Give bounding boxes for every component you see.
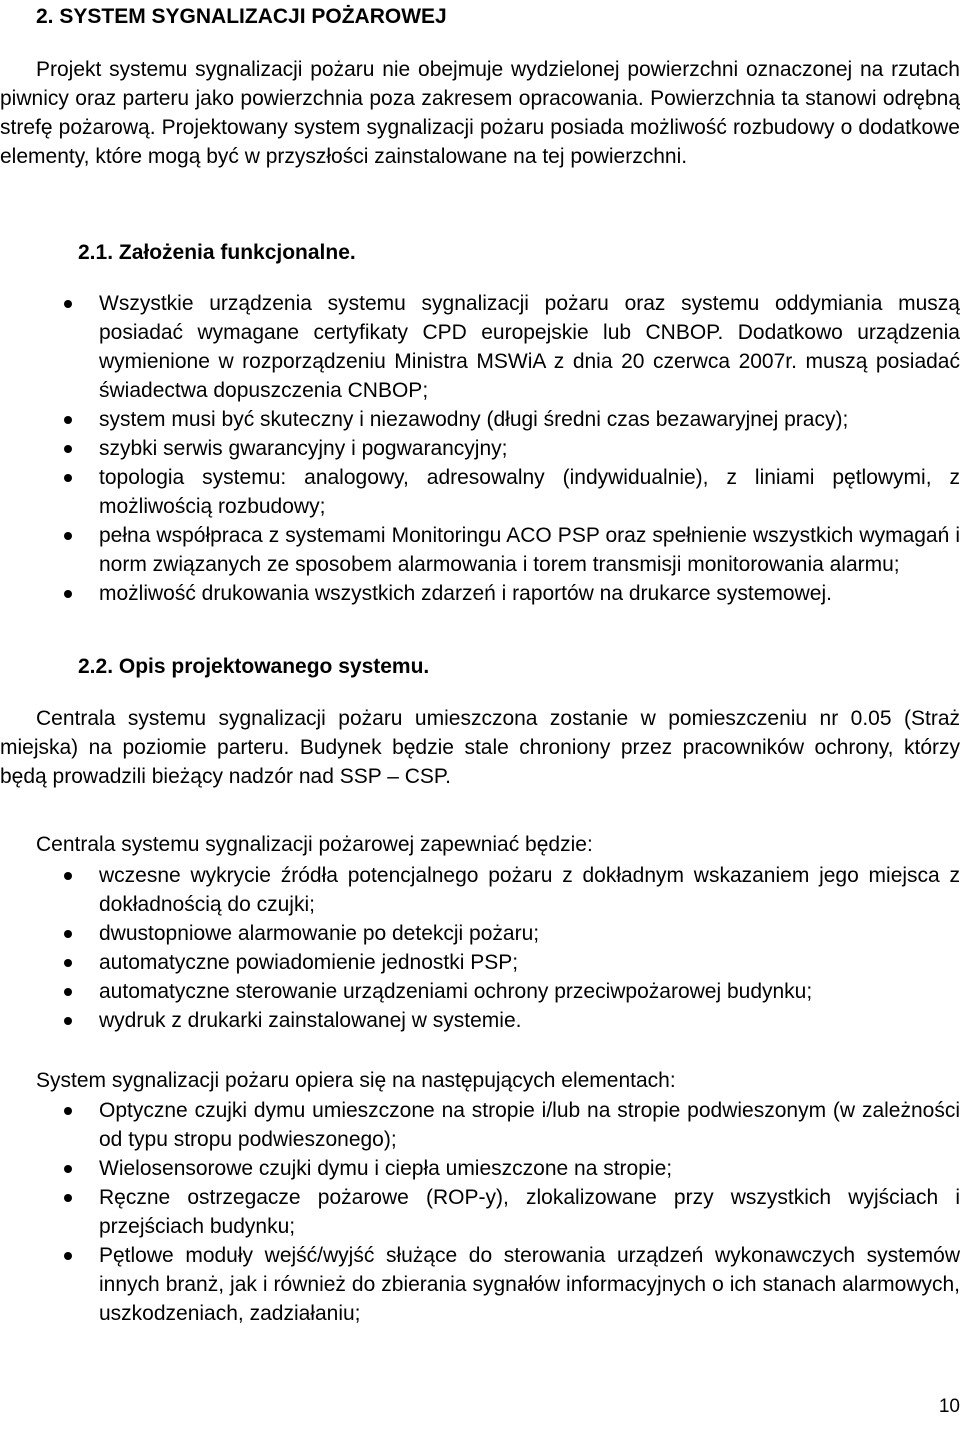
- central-features-list: [0, 861, 960, 1035]
- list-item: Optyczne czujki dymu umieszczone na stropie i/lub na stropie podwieszonym (w zależności od typu stropu podwieszonego);: [0, 1096, 960, 1154]
- bullet-icon: [64, 1252, 72, 1260]
- system-elements-list: [0, 1096, 960, 1328]
- list-item: automatyczne powiadomienie jednostki PSP;: [0, 948, 960, 977]
- bullet-icon: [64, 930, 72, 938]
- bullet-icon: [64, 300, 72, 308]
- central-location-paragraph: Centrala systemu sygnalizacji pożaru umieszczona zostanie w pomieszczeniu nr 0.05 (Straż miejska) na poziomie parteru. Budynek będzie stale chroniony przez pracowników ochrony, którzy będą prowadzili bieżący nadzór nad SSP – CSP.: [0, 707, 960, 788]
- system-elements-intro: System sygnalizacji pożaru opiera się na następujących elementach:: [36, 1069, 676, 1092]
- central-features-intro: Centrala systemu sygnalizacji pożarowej zapewniać będzie:: [36, 833, 593, 856]
- bullet-icon: [64, 872, 72, 880]
- list-item: automatyczne sterowanie urządzeniami ochrony przeciwpożarowej budynku;: [0, 977, 960, 1006]
- list-item: Ręczne ostrzegacze pożarowe (ROP-y), zlokalizowane przy wszystkich wyjściach i przejściach budynku;: [0, 1183, 960, 1241]
- list-item: pełna współpraca z systemami Monitoringu ACO PSP oraz spełnienie wszystkich wymagań i norm związanych ze sposobem alarmowania i torem transmisji monitorowania alarmu;: [0, 521, 960, 579]
- section-heading: 2. SYSTEM SYGNALIZACJI POŻAROWEJ: [36, 5, 447, 28]
- list-item: szybki serwis gwarancyjny i pogwarancyjny;: [0, 434, 960, 463]
- bullet-icon: [64, 445, 72, 453]
- bullet-icon: [64, 1017, 72, 1025]
- bullet-icon: [64, 988, 72, 996]
- bullet-icon: [64, 1107, 72, 1115]
- list-item: Pętlowe moduły wejść/wyjść służące do sterowania urządzeń wykonawczych systemów innych branż, jak i również do zbierania sygnałów informacyjnych o ich stanach alarmowych, uszkodzeniach, zadziałaniu;: [0, 1241, 960, 1328]
- bullet-icon: [64, 590, 72, 598]
- list-item: topologia systemu: analogowy, adresowalny (indywidualnie), z liniami pętlowymi, z możliwością rozbudowy;: [0, 463, 960, 521]
- list-item: system musi być skuteczny i niezawodny (długi średni czas bezawaryjnej pracy);: [0, 405, 960, 434]
- functional-assumptions-list: [0, 289, 960, 608]
- bullet-icon: [64, 474, 72, 482]
- list-item: dwustopniowe alarmowanie po detekcji pożaru;: [0, 919, 960, 948]
- bullet-icon: [64, 1194, 72, 1202]
- page-number: 10: [938, 1396, 960, 1417]
- list-item: wydruk z drukarki zainstalowanej w systemie.: [0, 1006, 960, 1035]
- subsection-heading-2-2: 2.2. Opis projektowanego systemu.: [78, 655, 430, 678]
- bullet-icon: [64, 532, 72, 540]
- subsection-heading-2-1: 2.1. Założenia funkcjonalne.: [78, 241, 356, 264]
- list-item: Wielosensorowe czujki dymu i ciepła umieszczone na stropie;: [0, 1154, 960, 1183]
- intro-paragraph: Projekt systemu sygnalizacji pożaru nie obejmuje wydzielonej powierzchni oznaczonej na rzutach piwnicy oraz parteru jako powierzchnia poza zakresem opracowania. Powierzchnia ta stanowi odrębną strefę pożarową. Projektowany system sygnalizacji pożaru posiada możliwość rozbudowy o dodatkowe elementy, które mogą być w przyszłości zainstalowane na tej powierzchni.: [0, 58, 960, 168]
- list-item: wczesne wykrycie źródła potencjalnego pożaru z dokładnym wskazaniem jego miejsca z dokładnością do czujki;: [0, 861, 960, 919]
- bullet-icon: [64, 1165, 72, 1173]
- bullet-icon: [64, 416, 72, 424]
- bullet-icon: [64, 959, 72, 967]
- list-item: możliwość drukowania wszystkich zdarzeń i raportów na drukarce systemowej.: [0, 579, 960, 608]
- list-item: Wszystkie urządzenia systemu sygnalizacji pożaru oraz systemu oddymiania muszą posiadać wymagane certyfikaty CPD europejskie lub CNBOP. Dodatkowo urządzenia wymienione w rozporządzeniu Ministra MSWiA z dnia 20 czerwca 2007r. muszą posiadać świadectwa dopuszczenia CNBOP;: [0, 289, 960, 405]
